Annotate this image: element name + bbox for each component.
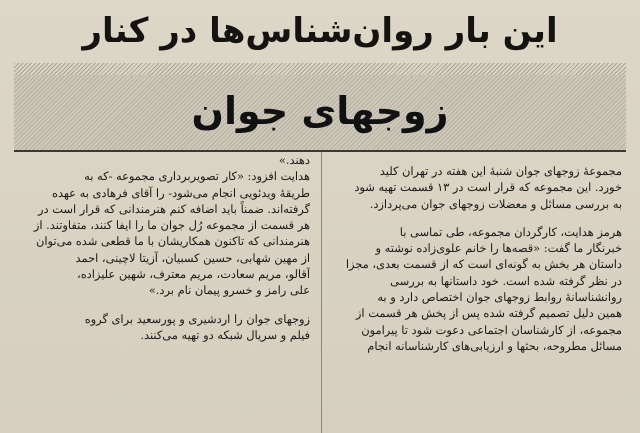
article-line: داستان هر بخش به گونه‌ای است که از قسمت بعدی، مجزا [345,257,622,272]
article-line: از مهین شهابی، حسین کسبیان، آزیتا لاچینی، احمد [75,250,310,265]
article-line: دهند.» [278,153,310,167]
article-line: هرمز هدایت، کارگردان مجموعه، طی تماسی با [399,224,622,239]
article-line: هدایت افزود: «کار تصویربرداری مجموعه -که به [84,169,310,184]
article-line: در نظر گرفته شده است. خود داستانها به بررسی [390,273,622,288]
right-column [330,163,622,354]
article-line: همین دلیل تصمیم گرفته شده پس از پخش هر قسمت از [355,306,622,321]
article-line: زوجهای جوان را اردشیری و پورسعید برای گروه [84,311,310,326]
article-line: فیلم و سریال شبکه دو تهیه می‌کنند. [140,327,310,342]
article-line: گرفته‌اند. ضمناً باید اضافه کنم هنرمندانی که قرار است در [38,201,310,216]
paragraph-gap [18,299,310,311]
headline: این بار روان‌شناس‌ها در کنار [82,11,558,51]
subheadline-box [14,75,626,152]
column-divider [321,152,322,433]
left-column [18,152,310,343]
article-line: طریقهٔ ویدئویی انجام می‌شود- را آقای فرهادی به عهده [51,185,310,200]
article-line: آقالو، مریم سعادت، مریم معترف، شهین علیزاده، [77,267,310,282]
article-line: علی رامز و خسرو پیمان نام برد.» [148,283,310,298]
hatch-divider [14,63,626,75]
article-line: هر قسمت از مجموعه رُل جوان ما را ایفا کنند، متفاوتند. از [33,218,310,233]
paragraph-gap [330,212,622,224]
subheadline: زوجهای جوان [191,89,449,133]
article-line: خبرنگار ما گفت: «قصه‌ها را خانم علوی‌زاده نوشته و [375,241,622,256]
article-line: هنرمندانی که تاکنون همکاریشان با ما قطعی شده می‌توان [35,234,310,249]
article-line: به بررسی مسائل و معضلات زوجهای جوان می‌پردازد. [369,196,622,211]
article-line: مجموعهٔ زوجهای جوان شنبهٔ این هفته در تهران کلید [379,164,622,178]
article-line: مجموعه، از کارشناسان اجتماعی دعوت شود تا پیرامون [361,322,622,337]
article-line: روانشناسانهٔ روابط زوجهای جوان اختصاص دارد و به [377,290,622,305]
article-line: مسائل مطروحه، بحثها و ارزیابی‌های کارشناسانه انجام [367,338,622,353]
article-line: خورد. این مجموعه که قرار است در ۱۳ قسمت تهیه شود [354,180,622,195]
